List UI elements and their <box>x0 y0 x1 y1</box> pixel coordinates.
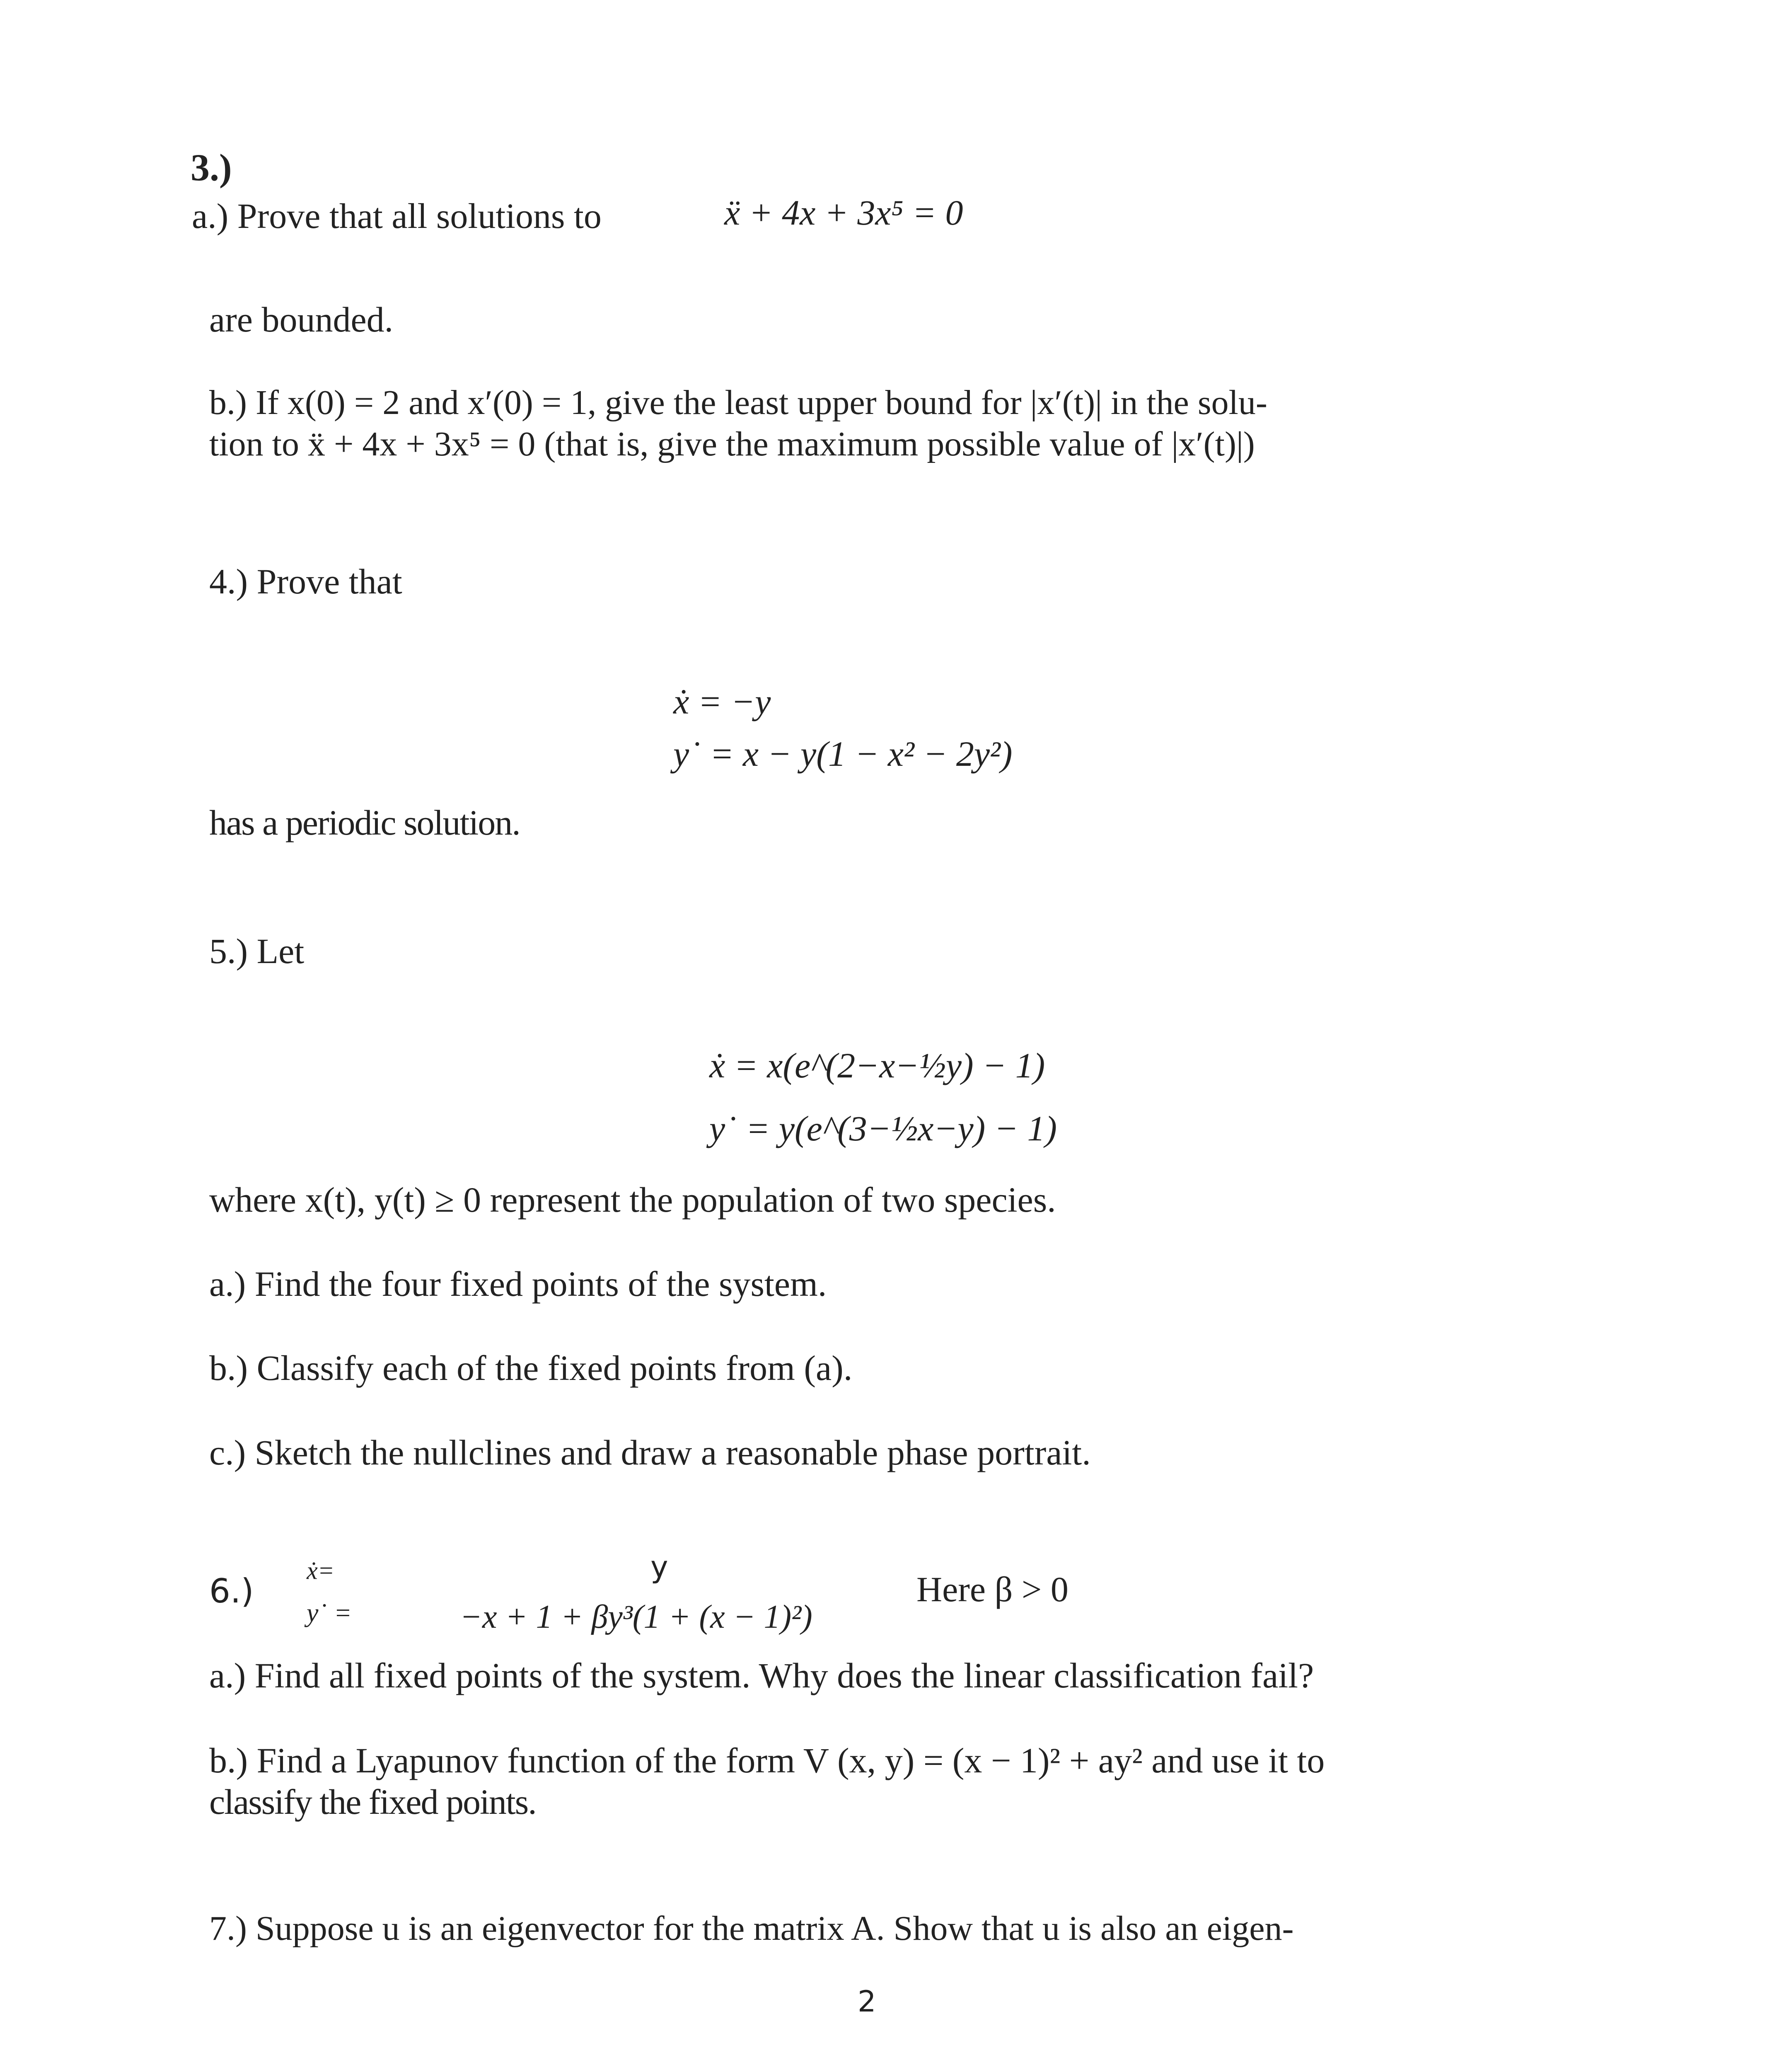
q3-b-line1: b.) If x(0) = 2 and x′(0) = 1, give the least upper bound for |x′(t)| in the solu- <box>209 383 1267 422</box>
q6-eq2-lhs: y˙ = <box>307 1598 352 1627</box>
q6-a: a.) Find all fixed points of the system. Why does the linear classification fail? <box>209 1656 1314 1695</box>
q6-eq1-lhs: ẋ= <box>307 1557 335 1584</box>
q3-a-equation: ẍ + 4x + 3x⁵ = 0 <box>724 193 963 232</box>
q4-label: 4.) Prove that <box>209 562 402 601</box>
q5-label: 5.) Let <box>209 931 305 971</box>
q5-c: c.) Sketch the nullclines and draw a reasonable phase portrait. <box>209 1433 1091 1472</box>
q5-equation-2: y˙ = y(e^(3−½x−y) − 1) <box>709 1109 1057 1148</box>
q3-label: 3.) <box>191 146 232 189</box>
q4-equation-2: y˙ = x − y(1 − x² − 2y²) <box>673 734 1013 774</box>
q7-text: 7.) Suppose u is an eigenvector for the matrix A. Show that u is also an eigen- <box>209 1909 1294 1948</box>
q3-b-line2: tion to ẍ + 4x + 3x⁵ = 0 (that is, give the maximum possible value of |x′(t)|) <box>209 425 1255 463</box>
q6-eq2-rhs: −x + 1 + βy³(1 + (x − 1)²) <box>460 1599 812 1635</box>
q5-a: a.) Find the four fixed points of the system. <box>209 1264 827 1304</box>
page-number: 2 <box>858 1985 876 2019</box>
q3-a-end: are bounded. <box>209 300 394 339</box>
q6-b-line2: classify the fixed points. <box>209 1782 536 1822</box>
q4-equation-1: ẋ = −y <box>673 682 771 721</box>
q3-a-text: a.) Prove that all solutions to <box>192 196 602 236</box>
q6-label: 6.) <box>209 1572 254 1610</box>
q6-b-line1: b.) Find a Lyapunov function of the form V (x, y) = (x − 1)² + ay² and use it to <box>209 1740 1325 1780</box>
q6-here: Here β > 0 <box>916 1569 1069 1609</box>
q4-end: has a periodic solution. <box>209 803 520 842</box>
q5-b: b.) Classify each of the fixed points from (a). <box>209 1348 853 1388</box>
q6-eq1-rhs: y <box>650 1549 668 1584</box>
q5-where: where x(t), y(t) ≥ 0 represent the population of two species. <box>209 1180 1056 1220</box>
q5-equation-1: ẋ = x(e^(2−x−½y) − 1) <box>709 1046 1045 1085</box>
